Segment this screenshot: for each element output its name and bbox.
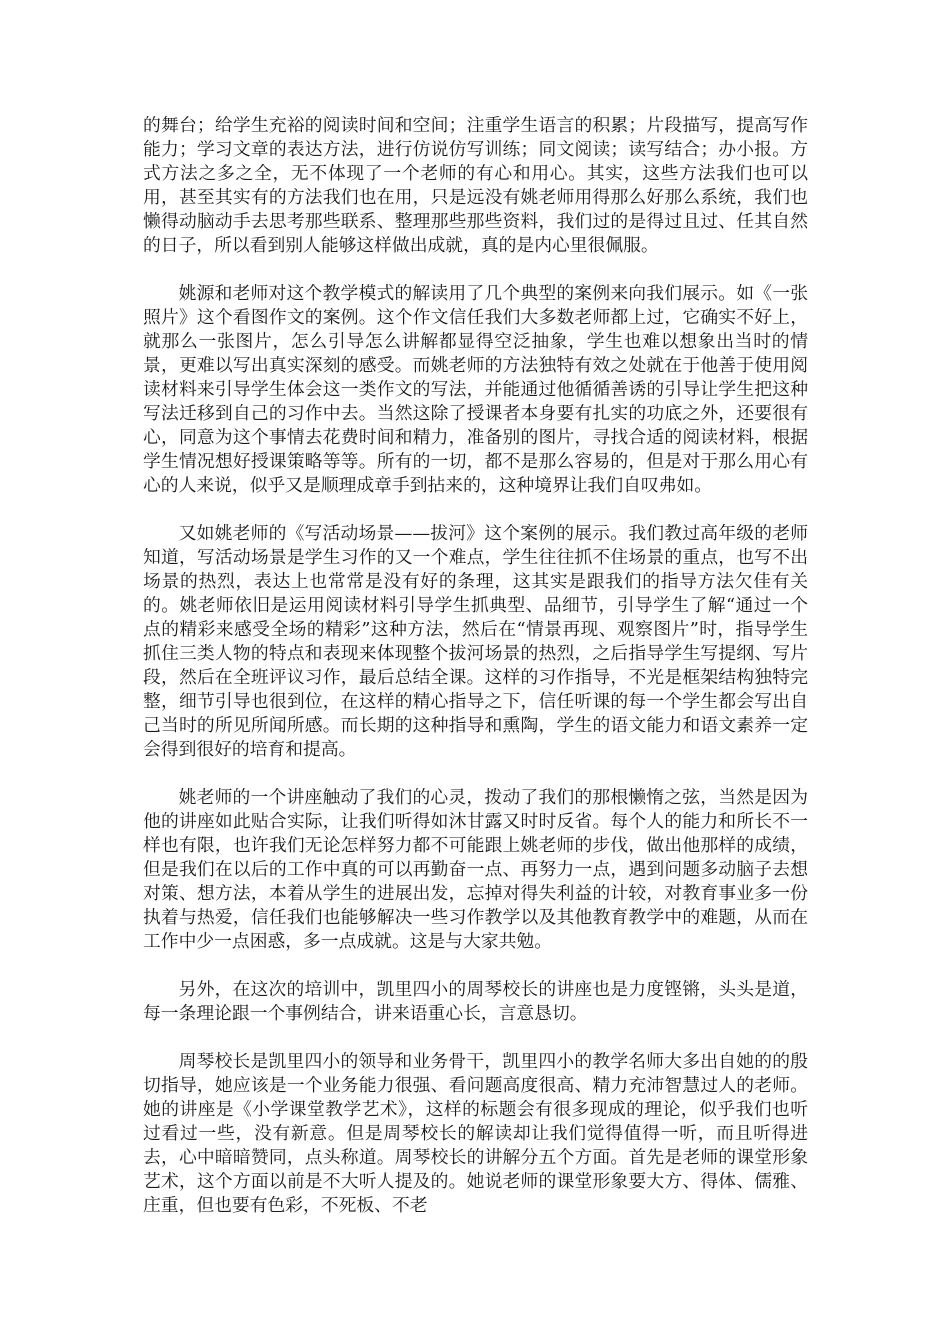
- paragraph-1: 的舞台；给学生充裕的阅读时间和空间；注重学生语言的积累；片段描写，提高写作能力；学习文章的表达方法，进行仿说仿写训练；同文阅读；读写结合；办小报。方式方法之多之全，无不体现了一个老师的有心和用心。其实，这些方法我们也可以用，甚至其实有的方法我们也在用，只是远没有姚老师用得那么好那么系统，我们也懒得动脑动手去思考那些联系、整理那些那些资料，我们过的是得过且过、任其自然的日子，所以看到别人能够这样做出成就，真的是内心里很佩服。: [143, 115, 808, 256]
- paragraph-3: 又如姚老师的《写活动场景——拔河》这个案例的展示。我们教过高年级的老师知道，写活动场景是学生习作的又一个难点，学生往往抓不住场景的重点，也写不出场景的热烈，表达上也常常是没有好的条理，这其实是跟我们的指导方法欠佳有关的。姚老师依旧是运用阅读材料引导学生抓典型、品细节，引导学生了解“通过一个点的精彩来感受全场的精彩”这种方法，然后在“情景再现、观察图片”时，指导学生抓住三类人物的特点和表现来体现整个拔河场景的热烈，之后指导学生写提纲、写片段，然后在全班评议习作，最后总结全课。这样的习作指导，不光是框架结构独特完整，细节引导也很到位，在这样的精心指导之下，信任听课的每一个学生都会写出自己当时的所见所闻所感。而长期的这种指导和熏陶，学生的语文能力和语文素养一定会得到很好的培育和提高。: [143, 523, 808, 760]
- paragraph-4: 姚老师的一个讲座触动了我们的心灵，拨动了我们的那根懒惰之弦，当然是因为他的讲座如此贴合实际，让我们听得如沐甘露又时时反省。每个人的能力和所长不一样也有限，也许我们无论怎样努力都不可能跟上姚老师的步伐，做出他那样的成绩，但是我们在以后的工作中真的可以再勤奋一点、再努力一点，遇到问题多动脑子去想对策、想方法，本着从学生的进展出发，忘掉对得失利益的计较，对教育事业多一份执着与热爱，信任我们也能够解决一些习作教学以及其他教育教学中的难题，从而在工作中少一点困惑，多一点成就。这是与大家共勉。: [143, 787, 808, 952]
- paragraph-5: 另外，在这次的培训中，凯里四小的周琴校长的讲座也是力度铿锵，头头是道，每一条理论跟一个事例结合，讲来语重心长，言意恳切。: [143, 979, 808, 1024]
- document-body: [143, 114, 808, 1242]
- paragraph-6: 周琴校长是凯里四小的领导和业务骨干，凯里四小的教学名师大多出自她的的殷切指导，她应该是一个业务能力很强、看问题高度很高、精力充沛智慧过人的老师。她的讲座是《小学课堂教学艺术》，这样的标题会有很多现成的理论，似乎我们也听过看过一些，没有新意。但是周琴校长的解读却让我们觉得值得一听，而且听得进去，心中暗暗赞同，点头称道。周琴校长的讲解分五个方面。首先是老师的课堂形象艺术，这个方面以前是不大听人提及的。她说老师的课堂形象要大方、得体、儒雅、庄重，但也要有色彩，不死板、不老: [143, 1051, 808, 1216]
- paragraph-2: 姚源和老师对这个教学模式的解读用了几个典型的案例来向我们展示。如《一张照片》这个看图作文的案例。这个作文信任我们大多数老师都上过，它确实不好上，就那么一张图片，怎么引导怎么讲解都显得空泛抽象，学生也难以想象出当时的情景，更难以写出真实深刻的感受。而姚老师的方法独特有效之处就在于他善于使用阅读材料来引导学生体会这一类作文的写法，并能通过他循循善诱的引导让学生把这种写法迁移到自己的习作中去。当然这除了授课者本身要有扎实的功底之外，还要很有心，同意为这个事情去花费时间和精力，准备别的图片，寻找合适的阅读材料，根据学生情况想好授课策略等等。所有的一切，都不是那么容易的，但是对于那么用心有心的人来说，似乎又是顺理成章手到拈来的，这种境界让我们自叹弗如。: [143, 283, 808, 496]
